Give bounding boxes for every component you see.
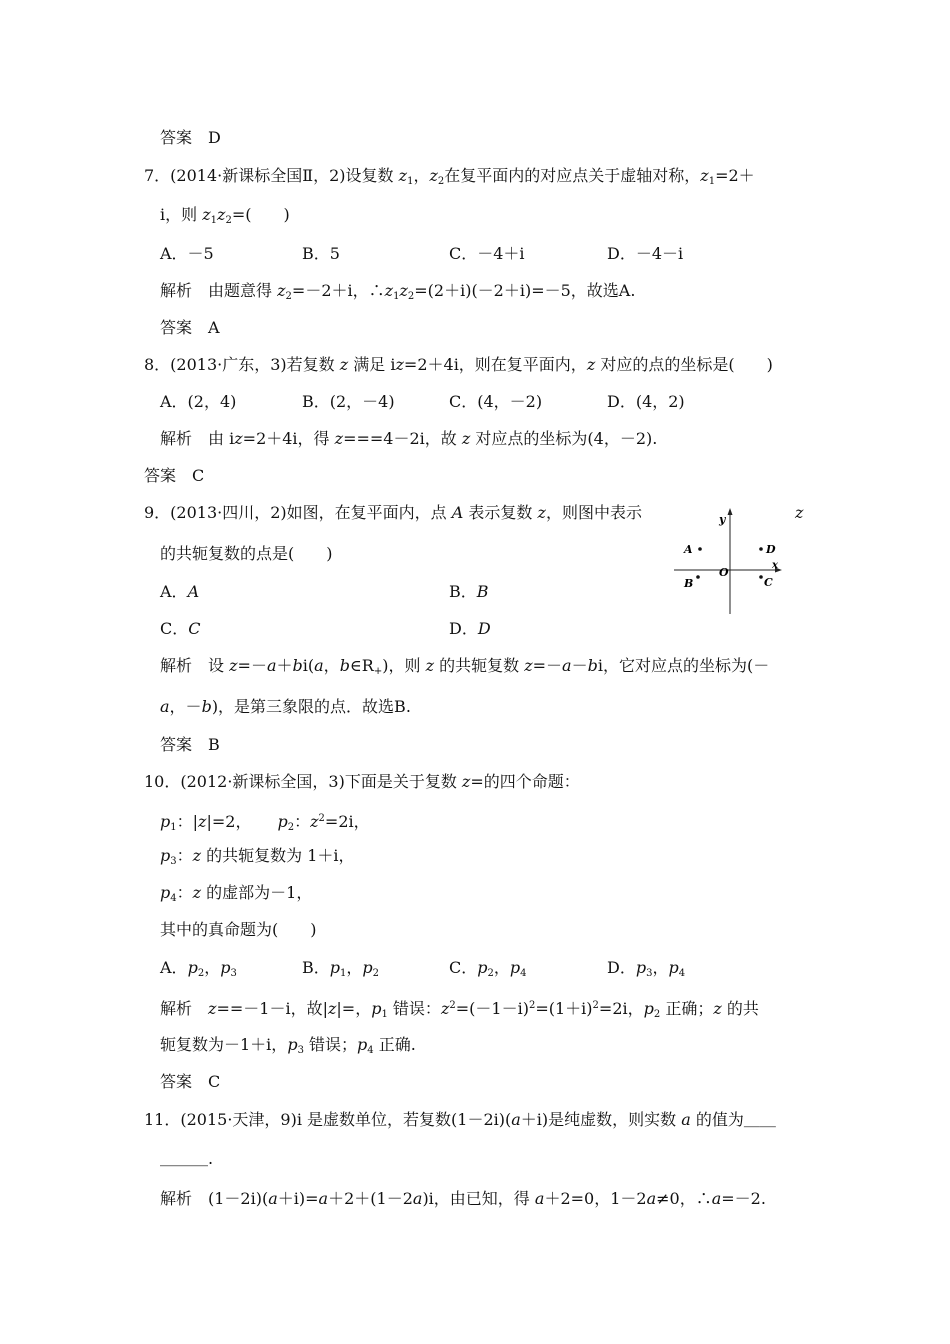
- point-a-label: A: [684, 543, 693, 556]
- point-d-label: D: [766, 543, 776, 556]
- q9-answer: 答案 B: [160, 735, 220, 754]
- q10-answer: 答案 C: [160, 1072, 221, 1091]
- q9-analysis: 解析 设 z=－a＋bi(a，$b\in R_+$)，则 z 的共轭复数 z=－a－bi，它对应点的坐标为(－: [160, 656, 770, 677]
- q8-answer: 答案 C: [144, 466, 205, 485]
- q7-option-c: C．－4＋i: [449, 244, 525, 263]
- answer-6: 答案 D: [160, 128, 221, 147]
- q10-option-c: C．$p_2$，$p_4$: [449, 958, 527, 979]
- q9-analysis-cont: a，－b)，是第三象限的点．故选B.: [160, 697, 411, 716]
- q10-analysis: 解析 z==－1－i，故|z|=，$p_1$ 错误：$z^2=(-1-i)^2=(1+i)^2=2i$，$p_2$ 正确；z 的共: [160, 999, 759, 1020]
- q8-option-a: A．(2，4): [160, 392, 237, 411]
- q10-proposition-4: $p_4$：z 的虚部为－1，: [160, 883, 313, 904]
- q9-option-c: C．C: [160, 619, 201, 638]
- q7-option-d: D．－4－i: [607, 244, 684, 263]
- q10-analysis-cont: 轭复数为－1＋i，$p_3$ 错误；$p_4$ 正确.: [160, 1035, 416, 1056]
- q7-option-a: A．－5: [160, 244, 214, 263]
- q9-option-b: B．B: [449, 582, 489, 601]
- q9-option-d: D．D: [449, 619, 491, 638]
- question-11-blank: ＿＿＿.: [160, 1149, 214, 1168]
- q11-analysis: 解析 (1－2i)(a＋i)=a＋2＋(1－2a)i，由已知，得 a＋2=0，1－2a≠0，∴a=－2.: [160, 1189, 766, 1208]
- q10-option-a: A．$p_2$，$p_3$: [160, 958, 237, 979]
- q9-option-a: A．A: [160, 582, 200, 601]
- q10-option-b: B．$p_1$，$p_2$: [302, 958, 380, 979]
- q8-option-d: D．(4，2): [607, 392, 685, 411]
- question-7-stem: 7．(2014·新课标全国Ⅱ，2)设复数 $z_1$，$z_2$在复平面内的对应点关于虚轴对称，$z_1=2+$: [144, 166, 755, 187]
- q10-option-d: D．$p_3$，$p_4$: [607, 958, 686, 979]
- q10-question: 其中的真命题为( ): [160, 920, 317, 939]
- origin-label: O: [719, 566, 729, 579]
- q10-propositions-1-2: $p_1$：|z|=2， $p_2$：$z^2=2i$，: [160, 812, 370, 833]
- point-c-label: C: [764, 576, 773, 589]
- point-a: [698, 547, 702, 551]
- point-c: [759, 575, 763, 579]
- question-7-stem-cont: i，则 $z_1z_2=$( ): [160, 205, 290, 226]
- y-axis-label: y: [719, 513, 726, 526]
- point-b: [696, 575, 700, 579]
- y-axis-arrow: [728, 508, 733, 515]
- q7-analysis: 解析 由题意得 $z_2=-2+i$，$\therefore z_1z_2=(2+i)(-2+i)=-5$，故选A.: [160, 281, 636, 302]
- question-9-stem-cont: 的共轭复数的点是( ): [160, 544, 333, 563]
- question-10-stem: 10．(2012·新课标全国，3)下面是关于复数 z=的四个命题：: [144, 772, 580, 791]
- q10-proposition-3: $p_3$：z 的共轭复数为 1＋i，: [160, 846, 355, 867]
- question-11-stem: 11．(2015·天津，9)i 是虚数单位，若复数(1－2i)(a＋i)是纯虚数，则实数 a 的值为＿＿: [144, 1110, 776, 1129]
- question-9-z: z: [795, 503, 804, 522]
- question-9-stem: 9．(2013·四川，2)如图，在复平面内，点 A 表示复数 z，则图中表示: [144, 503, 642, 522]
- complex-plane-figure: [668, 506, 786, 618]
- point-d: [759, 547, 763, 551]
- q7-option-b: B．5: [302, 244, 340, 263]
- q8-option-b: B．(2，－4): [302, 392, 395, 411]
- x-axis-label: x: [772, 560, 778, 571]
- question-8-stem: 8．(2013·广东，3)若复数 z 满足 iz=2＋4i，则在复平面内，z 对应的点的坐标是( ): [144, 355, 773, 374]
- point-b-label: B: [684, 577, 694, 590]
- q7-answer: 答案 A: [160, 318, 220, 337]
- q8-analysis: 解析 由 iz=2＋4i，得 z===4－2i，故 z 对应点的坐标为(4，－2).: [160, 429, 658, 448]
- q8-option-c: C．(4，－2): [449, 392, 543, 411]
